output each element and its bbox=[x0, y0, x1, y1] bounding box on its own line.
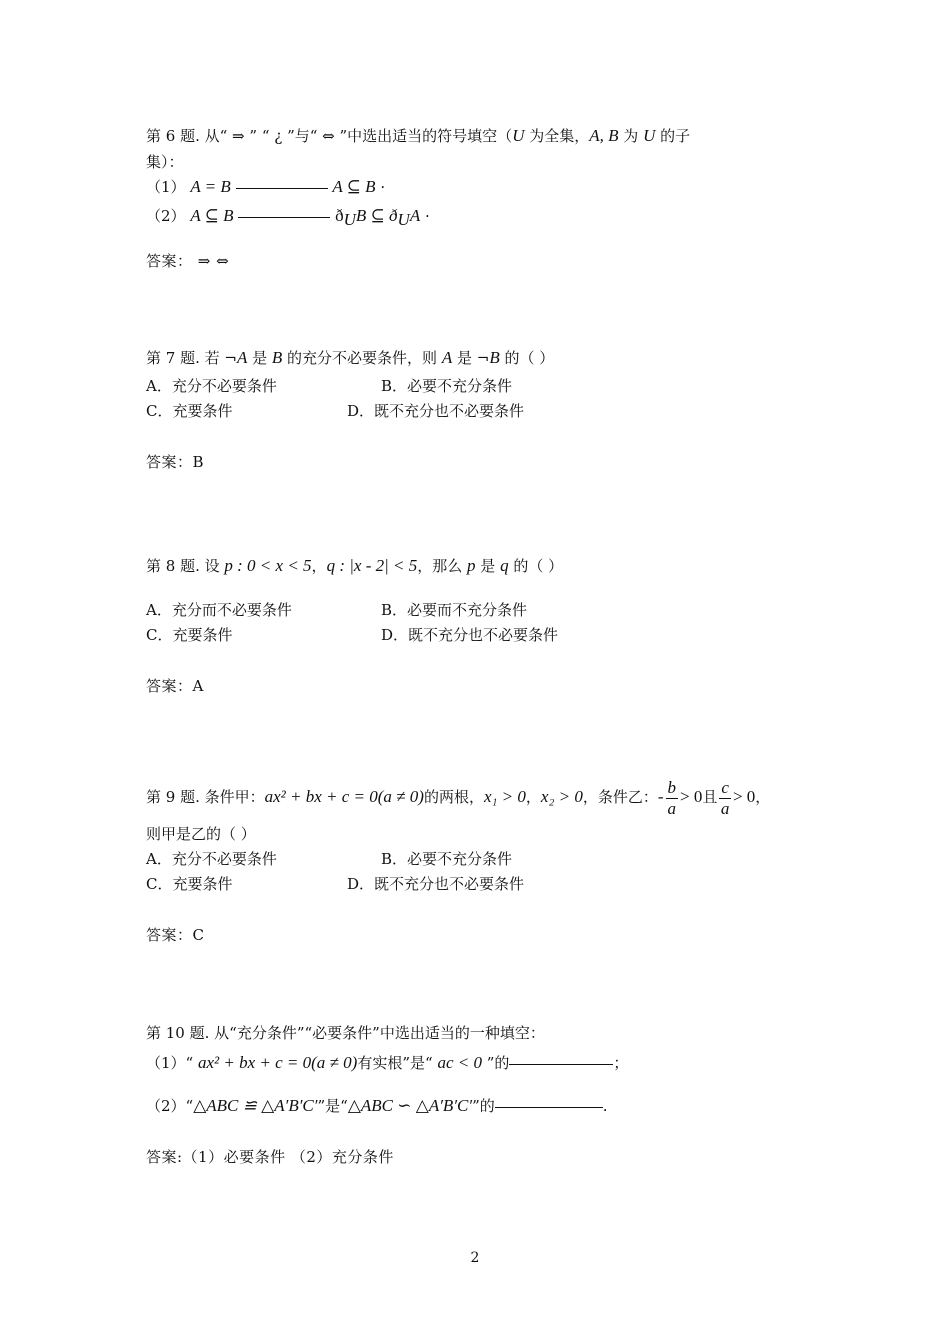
q10-stem: 第 10 题. 从“充分条件”“必要条件”中选出适当的一种填空： bbox=[146, 1024, 545, 1042]
q10-p2-end: ”的 bbox=[472, 1097, 495, 1115]
q7-stem-a: 第 7 题. 若 ¬ bbox=[146, 349, 237, 367]
q9-gt0b: > 0 bbox=[732, 787, 756, 806]
q7-stem-d: 是 ¬ bbox=[452, 349, 490, 367]
q6-p1-label: （1） bbox=[146, 178, 186, 196]
q9-frac2-den: a bbox=[720, 798, 730, 818]
q9-stem-c: ， bbox=[525, 788, 541, 806]
q6-stem-c: 为 bbox=[618, 127, 644, 145]
q8-option-c: C．充要条件 bbox=[146, 626, 233, 644]
q10-p2-label: （2）“ bbox=[146, 1097, 194, 1115]
q8-option-a: A．充分而不必要条件 bbox=[146, 601, 292, 619]
q10-p1-blank bbox=[509, 1064, 613, 1065]
q10-p1-mid: 有实根”是“ bbox=[357, 1054, 433, 1072]
q6-p1-blank bbox=[236, 188, 328, 189]
q6-stem-e: 集）： bbox=[146, 153, 184, 171]
q6-p2-blank bbox=[238, 217, 330, 218]
q9-stem-line1 bbox=[146, 776, 770, 819]
q7-stem bbox=[146, 348, 554, 368]
q9-neg: - bbox=[657, 787, 664, 806]
q9-frac2-num: c bbox=[721, 777, 729, 797]
q6-p2-label: （2） bbox=[146, 207, 186, 225]
q7-answer: 答案：B bbox=[146, 453, 205, 471]
q9-frac-b-over-a bbox=[666, 778, 679, 819]
q8-option-d: D．既不充分也不必要条件 bbox=[381, 626, 559, 644]
q6-p1-left: A = B bbox=[190, 177, 231, 196]
q9-stem-e: ， bbox=[755, 788, 771, 806]
q8-stem-e: 的（ ） bbox=[508, 557, 564, 575]
q10-answer: 答案:（1）必要条件 （2）充分条件 bbox=[146, 1148, 394, 1166]
q7-var-b: B bbox=[271, 348, 283, 367]
q6-part2: （2） A ⊆ B $ð_UB$ ⊆ $ð_UA$ · bbox=[146, 206, 430, 229]
q10-p1-end: ”的 bbox=[486, 1054, 510, 1072]
q9-expr-eq: ax² + bx + c = 0(a ≠ 0) bbox=[264, 787, 424, 806]
q7-stem-c: 的充分不必要条件，则 bbox=[282, 349, 442, 367]
q8-expr-q: q : |x - 2| < 5 bbox=[326, 556, 418, 575]
q6-p2-complement: ð bbox=[335, 206, 344, 225]
q8-stem-b: ， bbox=[311, 557, 327, 575]
q10-p2-mid: ”是“ bbox=[317, 1097, 348, 1115]
q8-option-b: B．必要而不充分条件 bbox=[381, 601, 528, 619]
q7-stem-e: 的（ ） bbox=[499, 349, 555, 367]
q6-p2-right-c: A bbox=[409, 206, 421, 225]
q9-option-b: B．必要不充分条件 bbox=[381, 850, 513, 868]
q9-gt0a: > 0 bbox=[680, 787, 703, 806]
q6-var-ab: A, B bbox=[589, 126, 619, 145]
q6-p1-right: A ⊆ B bbox=[332, 177, 376, 196]
q9-answer: 答案：C bbox=[146, 926, 205, 944]
q8-stem bbox=[146, 556, 563, 576]
q10-p2-expr: △ABC ≌ △A′B′C′ bbox=[193, 1096, 318, 1115]
q10-p1-expr2: ac < 0 bbox=[437, 1053, 482, 1072]
q6-stem-b: 为全集， bbox=[524, 127, 590, 145]
q9-option-c: C．充要条件 bbox=[146, 875, 233, 893]
q9-stem-d: ，条件乙： bbox=[582, 788, 658, 806]
q7-var-a: A bbox=[236, 348, 248, 367]
q6-stem-a: 第 6 题. 从“ ⇒ ” “ ¿ ”与“ ⇔ ”中选出适当的符号填空（ bbox=[146, 127, 513, 145]
q9-and: 且 bbox=[702, 788, 718, 806]
q7-var-a2: A bbox=[441, 348, 453, 367]
q10-p1-expr: ax² + bx + c = 0(a ≠ 0) bbox=[198, 1053, 358, 1072]
q7-option-b: B．必要不充分条件 bbox=[381, 377, 513, 395]
q8-var-q: q bbox=[500, 556, 509, 575]
q6-p2-sub: U bbox=[343, 210, 356, 229]
q9-expr-x1: x₁ > 0 bbox=[483, 787, 526, 806]
q6-stem-d: 的子 bbox=[655, 127, 691, 145]
q8-stem-a: 第 8 题. 设 bbox=[146, 557, 225, 575]
q8-stem-c: ，那么 bbox=[417, 557, 468, 575]
q9-stem-a: 第 9 题. 条件甲： bbox=[146, 788, 265, 806]
q6-stem-line2 bbox=[146, 152, 184, 172]
q6-p2-right-b: B ⊆ ð bbox=[355, 206, 398, 225]
q6-var-u: U bbox=[512, 126, 525, 145]
q9-option-a: A．充分不必要条件 bbox=[146, 850, 277, 868]
q10-p2-expr2: △ABC ∽ △A′B′C′ bbox=[347, 1096, 473, 1115]
q6-stem-line1 bbox=[146, 126, 690, 146]
q10-p2-blank bbox=[495, 1107, 603, 1108]
q9-frac-c-over-a bbox=[719, 778, 731, 819]
q6-p2-sub2: U bbox=[397, 210, 410, 229]
q7-stem-b: 是 bbox=[247, 349, 272, 367]
q8-stem-d: 是 bbox=[475, 557, 501, 575]
q9-stem-line2: 则甲是乙的（ ） bbox=[146, 825, 256, 843]
q9-expr-x2: x₂ > 0 bbox=[540, 787, 583, 806]
q7-option-a: A．充分不必要条件 bbox=[146, 377, 277, 395]
q10-p1-label: （1）“ bbox=[146, 1054, 194, 1072]
q10-part2 bbox=[146, 1096, 608, 1116]
q8-answer: 答案：A bbox=[146, 677, 204, 695]
q8-expr-p: p : 0 < x < 5 bbox=[224, 556, 312, 575]
q7-option-c: C．充要条件 bbox=[146, 402, 233, 420]
q9-frac1-num: b bbox=[667, 777, 677, 797]
q6-part1: （1） A = B A ⊆ B · bbox=[146, 177, 386, 196]
page-number: 2 bbox=[470, 1250, 480, 1266]
q9-frac1-den: a bbox=[667, 798, 677, 818]
q9-stem-b: 的两根， bbox=[423, 788, 484, 806]
q6-p2-left: A ⊆ B bbox=[190, 206, 234, 225]
q6-var-u2: U bbox=[643, 126, 656, 145]
q7-option-d: D．既不充分也不必要条件 bbox=[347, 402, 525, 420]
q8-var-p: p bbox=[467, 556, 476, 575]
q10-p2-dot: . bbox=[602, 1097, 608, 1115]
q9-option-d: D．既不充分也不必要条件 bbox=[347, 875, 525, 893]
q10-part1 bbox=[146, 1053, 628, 1073]
q10-p1-semi: ； bbox=[613, 1054, 629, 1072]
q7-var-b2: B bbox=[489, 348, 500, 367]
q6-answer: 答案： ⇒ ⇔ bbox=[146, 252, 230, 270]
